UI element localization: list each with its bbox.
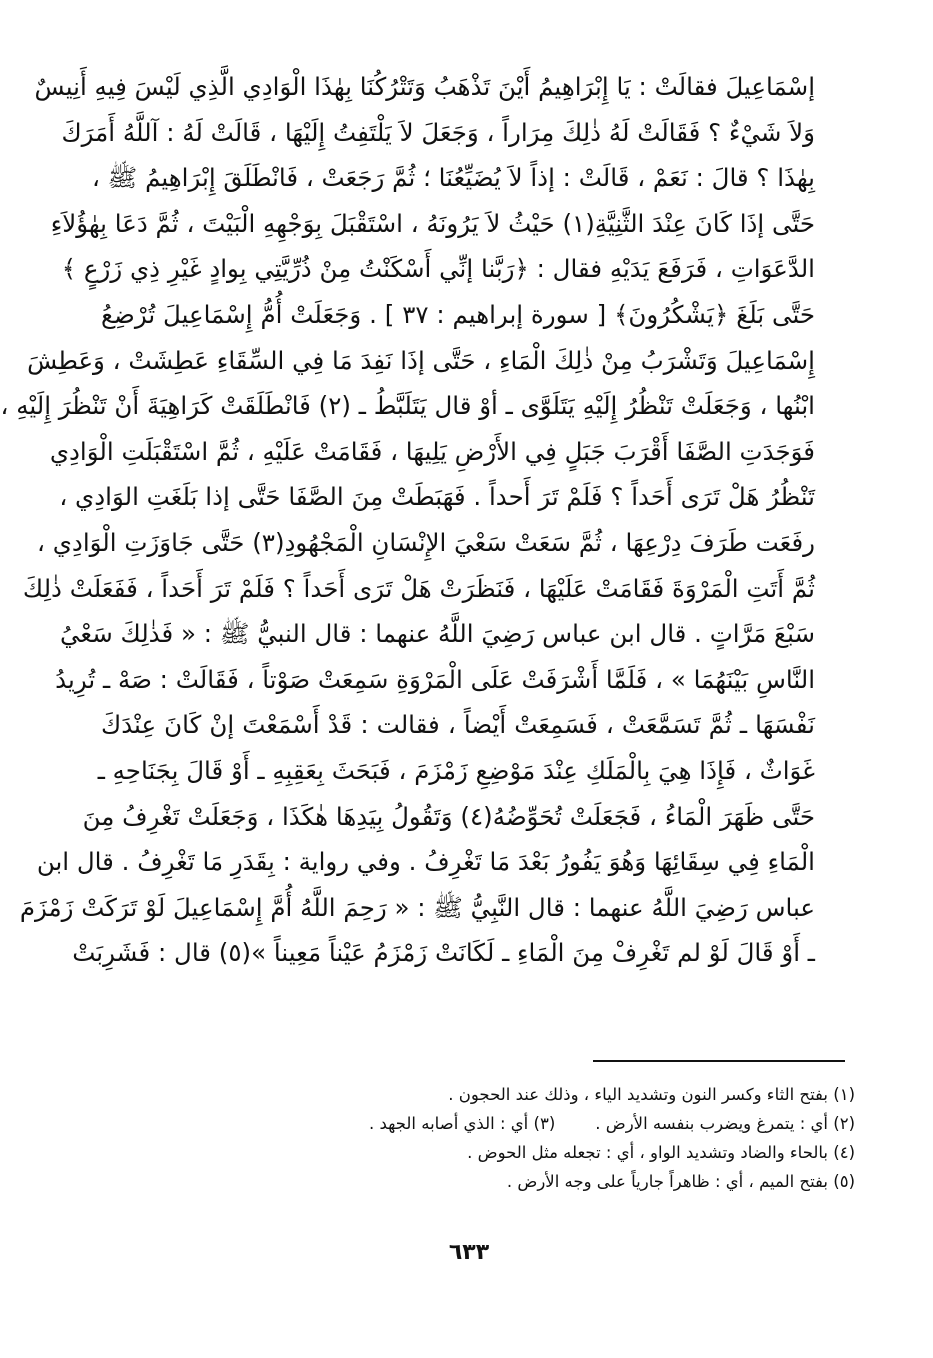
text-line: عباس رَضِيَ اللَّهُ عنهما : قال النَّبِيُّ ﷺ : « رَحِمَ اللَّهُ أُمَّ إِسْمَاعِيلَ لَوْ تَرَكَتْ زَمْزَمَ (19, 892, 815, 922)
text-line: ثُمَّ أَتَتِ الْمَرْوَةَ فَقَامَتْ عَلَيْهَا ، فَنَظَرَتْ هَلْ تَرَى أَحَداً ؟ فَلَمْ تَرَ أَحَداً ، فَفَعَلَتْ ذٰلِكَ (22, 573, 815, 603)
footnotes (125, 1080, 855, 1196)
footnote-separator (593, 1060, 845, 1062)
footnote-5: (٥) بفتح الميم ، أي : ظاهراً جارياً على وجه الأرض . (506, 1172, 855, 1191)
text-line: غَوَاثٌ ، فَإِذَا هِيَ بِالْمَلَكِ عِنْدَ مَوْضِعِ زَمْزَمَ ، فَبَحَثَ بِعَقِبِهِ ـ أَوْ قَالَ بِجَنَاحِهِ ـ (97, 755, 815, 785)
text-line: حَتَّى إذَا كَانَ عِنْدَ الثَّنِيَّةِ(١) حَيْثُ لاَ يَرُونَهُ ، اسْتَقْبَلَ بِوَجْهِهِ الْبَيْتَ ، ثُمَّ دَعَا بِهٰؤُلاَءِ (50, 208, 815, 238)
text-line: النَّاسِ بَيْنَهُمَا » ، فَلَمَّا أَشْرَفَتْ عَلَى الْمَرْوَةِ سَمِعَتْ صَوْتاً ، فَقَالَتْ : صَهْ ـ تُرِيدُ (55, 664, 815, 694)
text-line: الدَّعَوَاتِ ، فَرَفَعَ يَدَيْهِ فقال : ﴿رَبَّنا إنِّي أَسْكَنْتُ مِنْ ذُرِّيَّتِي بِوادٍ غَيْرِ ذِي زَرْعٍ ﴾ (61, 254, 815, 284)
text-line: بِهٰذَا ؟ قالَ : نَعَمْ ، قَالَتْ : إذاً لاَ يُضَيِّعُنَا ؛ ثُمَّ رَجَعَتْ ، فَانْطَلَقَ إِبْرَاهِيمُ ﷺ ، (91, 163, 815, 193)
footnote-row-2-3 (125, 1109, 855, 1138)
text-line: فَوَجَدَتِ الصَّفَا أَقْرَبَ جَبَلٍ فِي الأَرْضِ يَلِيهَا ، فَقَامَتْ عَلَيْهِ ، ثُمَّ اسْتَقْبَلَتِ الْوَادِي (49, 436, 815, 466)
page-number: ٦٣٣ (448, 1240, 490, 1265)
footnote-3: (٣) أي : الذي أصابه الجهد . (368, 1114, 556, 1133)
main-text-block (0, 64, 815, 976)
text-line: سَبْعَ مَرَّاتٍ . قال ابن عباس رَضِيَ اللَّهُ عنهما : قال النبيُّ ﷺ : « فَذٰلِكَ سَعْيُ (59, 619, 815, 649)
footnote-1: (١) بفتح الثاء وكسر النون وتشديد الياء ، وذلك عند الحجون . (448, 1085, 855, 1104)
text-line: إسْمَاعِيلَ فقالَتْ : يَا إِبْرَاهِيمُ أَيْنَ تَذْهَبُ وَتَتْرُكُنَا بِهٰذَا الْوَادِي الَّذِي لَيْسَ فِيهِ أَنِيسٌ (34, 72, 815, 101)
text-line: نَفْسَهَا ـ ثُمَّ تَسَمَّعَتْ ، فَسَمِعَتْ أَيْضاً ، فقالت : قَدْ أَسْمَعْتَ إنْ كَانَ عِنْدَكَ (101, 710, 815, 740)
text-line: حَتَّى ظَهَرَ الْمَاءُ ، فَجَعَلَتْ تُحَوِّضُهُ(٤) وَتَقُولُ بِيَدِهَا هٰكَذَا ، وَجَعَلَتْ تَغْرِفُ مِنَ (82, 801, 815, 831)
footnote-2: (٢) أي : يتمرغ ويضرب بنفسه الأرض . (595, 1114, 855, 1133)
text-line: وَلاَ شَيْءٌ ؟ فَقَالَتْ لَهُ ذٰلِكَ مِرَاراً ، وَجَعَلَ لاَ يَلْتَفِتُ إِلَيْهَا ، قَالَتْ لَهُ : آللَّهُ أَمَرَكَ (61, 117, 815, 147)
footnote-4: (٤) بالحاء والضاد وتشديد الواو ، أي : تجعله مثل الحوض . (467, 1143, 855, 1162)
text-line: الْمَاءِ فِي سِقَائِهَا وَهُوَ يَفُورُ بَعْدَ مَا تَغْرِفُ . وفي رواية : بِقَدَرِ مَا تَغْرِفُ . قال ابن (36, 847, 815, 877)
text-line: إِسْمَاعِيلَ وَتَشْرَبُ مِنْ ذٰلِكَ الْمَاءِ ، حَتَّى إذَا نَفِدَ مَا فِي السِّقَاءِ عَطِشَتْ ، وَعَطِشَ (27, 345, 815, 375)
text-line: ابْنُها ، وَجَعَلَتْ تَنْظُرُ إِلَيْهِ يَتَلَوَّى ـ أوْ قال يَتَلَبَّطُ ـ (٢) فَانْطَلَقَتْ كَرَاهِيَةَ أَنْ تَنْظُرَ إِلَيْهِ ، (0, 391, 815, 421)
text-line: حَتَّى بَلَغَ ﴿يَشْكُرُونَ﴾ [ سورة إبراهيم : ٣٧ ] . وَجَعَلَتْ أُمُّ إِسْمَاعِيلَ تُرْضِعُ (101, 299, 815, 329)
text-line: رفَعَت طَرَفَ دِرْعِهَا ، ثُمَّ سَعَتْ سَعْيَ الإِنْسَانِ الْمَجْهُودِ(٣) حَتَّى جَاوَزَتِ الْوَادِي ، (37, 527, 815, 557)
text-line: تَنْظُرُ هَلْ تَرَى أَحَداً ؟ فَلَمْ تَرَ أَحداً . فَهَبَطَتْ مِنَ الصَّفَا حَتَّى إذا بَلَغَتِ الوَادِي ، (59, 482, 815, 512)
text-line: ـ أَوْ قَالَ لَوْ لم تَغْرِفْ مِنَ الْمَاءِ ـ لَكَانَتْ زَمْزَمُ عَيْناً مَعِيناً »(٥) قال : فَشَرِبَتْ (72, 938, 815, 968)
